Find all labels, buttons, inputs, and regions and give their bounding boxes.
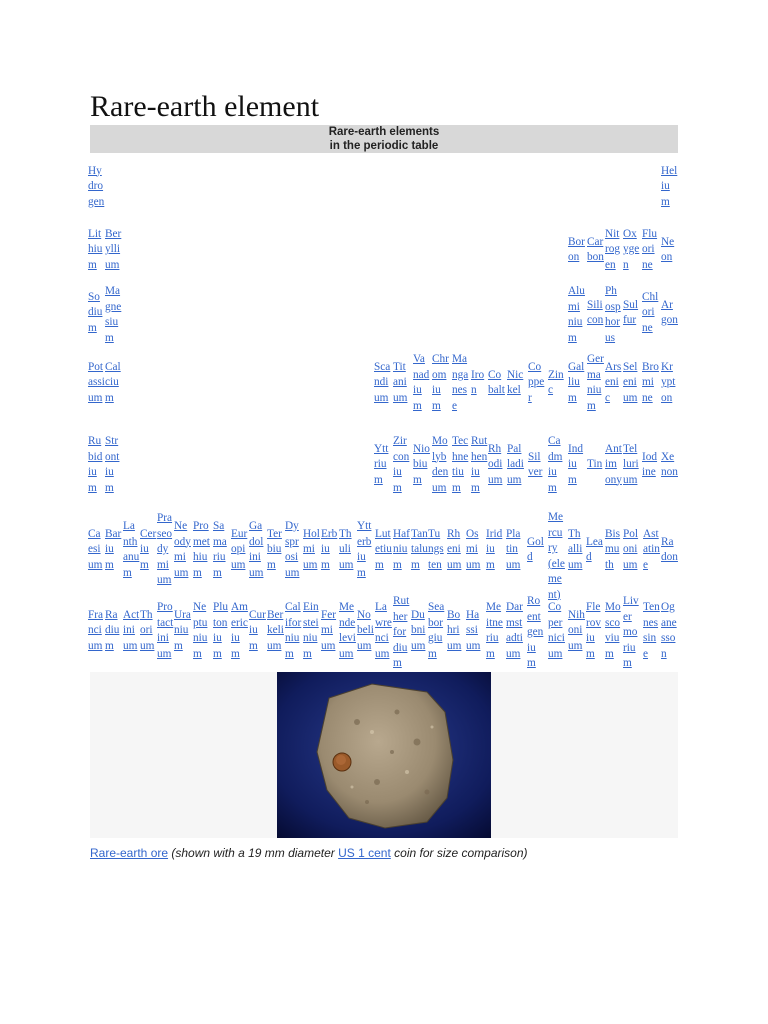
element-link[interactable]: Mendelevium bbox=[339, 601, 356, 660]
element-link[interactable]: Mercury (element) bbox=[548, 511, 565, 601]
element-link[interactable]: Holmium bbox=[303, 527, 320, 571]
element-link[interactable]: Hassium bbox=[466, 608, 481, 652]
element-link[interactable]: Einsteinium bbox=[303, 601, 319, 660]
element-link[interactable]: Berkelium bbox=[267, 608, 284, 652]
element-link[interactable]: Americium bbox=[231, 601, 248, 660]
element-link[interactable]: Terbium bbox=[267, 527, 282, 571]
element-link[interactable]: Sulfur bbox=[623, 298, 639, 326]
element-link[interactable]: Sodium bbox=[88, 290, 103, 334]
element-link[interactable]: Francium bbox=[88, 608, 104, 652]
element-link[interactable]: Carbon bbox=[587, 235, 604, 263]
element-link[interactable]: Tennessine bbox=[643, 601, 660, 660]
element-link[interactable]: Boron bbox=[568, 235, 585, 263]
element-link[interactable]: Iodine bbox=[642, 450, 658, 478]
element-link[interactable]: Praseodymium bbox=[157, 512, 173, 586]
element-link[interactable]: Moscovium bbox=[605, 601, 621, 660]
element-link[interactable]: Fluorine bbox=[642, 227, 658, 271]
element-link[interactable]: Lutetium bbox=[375, 527, 392, 571]
element-link[interactable]: Protactinium bbox=[157, 601, 174, 660]
element-link[interactable]: Tellurium bbox=[623, 442, 639, 486]
element-link[interactable]: Nobelium bbox=[357, 608, 374, 652]
infobox-header bbox=[90, 125, 678, 153]
element-link[interactable]: Rhenium bbox=[447, 527, 462, 571]
element-link[interactable]: Fermium bbox=[321, 608, 337, 652]
element-link[interactable]: Tungsten bbox=[428, 527, 444, 571]
element-link[interactable]: Oxygen bbox=[623, 227, 640, 271]
element-link[interactable]: Caesium bbox=[88, 527, 103, 571]
rare-earth-ore-link[interactable]: Rare-earth ore bbox=[90, 846, 169, 860]
element-link[interactable]: Curium bbox=[249, 608, 266, 652]
element-link[interactable]: Erbium bbox=[321, 527, 338, 571]
element-link[interactable]: Silver bbox=[528, 450, 543, 478]
element-link[interactable]: Gold bbox=[527, 535, 544, 563]
element-link[interactable]: Indium bbox=[568, 442, 584, 486]
element-link[interactable]: Aluminium bbox=[568, 285, 585, 344]
element-link[interactable]: Bohrium bbox=[447, 608, 462, 652]
element-link[interactable]: Flerovium bbox=[586, 601, 602, 660]
infobox-header-line2: in the periodic table bbox=[329, 140, 439, 152]
element-link[interactable]: Osmium bbox=[466, 527, 481, 571]
element-link[interactable]: Rubidium bbox=[88, 435, 103, 494]
element-link[interactable]: Phosphorus bbox=[605, 285, 621, 344]
rare-earth-ore-photo[interactable] bbox=[277, 672, 491, 838]
element-link[interactable]: Calcium bbox=[105, 360, 121, 404]
element-link[interactable]: Yttrium bbox=[374, 442, 389, 486]
element-link[interactable]: Argon bbox=[661, 298, 678, 326]
element-link[interactable]: Cobalt bbox=[488, 368, 505, 396]
element-link[interactable]: Bromine bbox=[642, 360, 659, 404]
element-link[interactable]: Scandium bbox=[374, 360, 391, 404]
element-link[interactable]: Plutonium bbox=[213, 601, 229, 660]
element-link[interactable]: Zirconium bbox=[393, 435, 410, 494]
element-link[interactable]: Iron bbox=[471, 368, 485, 396]
image-caption bbox=[90, 846, 690, 860]
element-link[interactable]: Iridium bbox=[486, 527, 503, 571]
element-link[interactable]: Bismuth bbox=[605, 527, 621, 571]
element-link[interactable]: Cadmium bbox=[548, 435, 563, 494]
infobox-header-line1: Rare-earth elements bbox=[328, 126, 440, 138]
element-link[interactable]: Samarium bbox=[213, 520, 227, 579]
element-link[interactable]: Zinc bbox=[548, 368, 564, 396]
element-link[interactable]: Beryllium bbox=[105, 227, 122, 271]
element-link[interactable]: Copernicium bbox=[548, 601, 565, 660]
element-link[interactable]: Nihonium bbox=[568, 608, 585, 652]
element-link[interactable]: Titanium bbox=[393, 360, 408, 404]
element-link[interactable]: Europium bbox=[231, 527, 248, 571]
element-link[interactable]: Barium bbox=[105, 527, 122, 571]
element-link[interactable]: Roentgenium bbox=[527, 595, 544, 669]
element-link[interactable]: Antimony bbox=[605, 442, 622, 486]
element-link[interactable]: Livermorium bbox=[623, 595, 639, 669]
element-link[interactable]: Thulium bbox=[339, 527, 354, 571]
element-link[interactable]: Neptunium bbox=[193, 601, 208, 660]
element-link[interactable]: Technetium bbox=[452, 435, 469, 494]
element-link[interactable]: Lithium bbox=[88, 227, 103, 271]
element-link[interactable]: Promethium bbox=[193, 520, 210, 579]
element-link[interactable]: Tin bbox=[587, 458, 603, 470]
element-link[interactable]: Lead bbox=[586, 535, 603, 563]
element-link[interactable]: Uranium bbox=[174, 608, 191, 652]
element-link[interactable]: Nickel bbox=[507, 368, 524, 396]
element-link[interactable]: Thorium bbox=[140, 608, 155, 652]
element-link[interactable]: Lawrencium bbox=[375, 601, 392, 660]
element-link[interactable]: Ytterbium bbox=[357, 520, 372, 579]
element-link[interactable]: Astatine bbox=[643, 527, 660, 571]
element-link[interactable]: Meitnerium bbox=[486, 601, 503, 660]
element-link[interactable]: Platinum bbox=[506, 527, 521, 571]
element-link[interactable]: Californium bbox=[285, 601, 302, 660]
page-title: Rare-earth element bbox=[90, 90, 320, 123]
element-link[interactable]: Radium bbox=[105, 608, 120, 652]
element-link[interactable]: Xenon bbox=[661, 450, 678, 478]
element-link[interactable]: Palladium bbox=[507, 442, 524, 486]
element-link[interactable]: Niobium bbox=[413, 442, 430, 486]
element-link[interactable]: Copper bbox=[528, 360, 545, 404]
caption-text-2: coin for size comparison) bbox=[390, 846, 528, 860]
element-link[interactable]: Chlorine bbox=[642, 290, 659, 334]
element-link[interactable]: Potassium bbox=[88, 360, 105, 404]
element-link[interactable]: Magnesium bbox=[105, 285, 122, 344]
element-link[interactable]: Hafnium bbox=[393, 527, 410, 571]
element-link[interactable]: Krypton bbox=[661, 360, 676, 404]
element-link[interactable]: Manganese bbox=[452, 353, 469, 412]
element-link[interactable]: Molybdenum bbox=[432, 435, 449, 494]
element-link[interactable]: Germanium bbox=[587, 353, 604, 412]
element-link[interactable]: Neodymium bbox=[174, 520, 191, 579]
element-link[interactable]: Hydrogen bbox=[88, 164, 105, 208]
element-link[interactable]: Dysprosium bbox=[285, 520, 300, 579]
element-link[interactable]: Nitrogen bbox=[605, 227, 621, 271]
element-link[interactable]: Silicon bbox=[587, 298, 604, 326]
element-link[interactable]: Actinium bbox=[123, 608, 140, 652]
element-link[interactable]: Darmstadtium bbox=[506, 601, 523, 660]
element-link[interactable]: Tantalum bbox=[411, 527, 428, 571]
element-link[interactable]: Selenium bbox=[623, 360, 638, 404]
element-link[interactable]: Helium bbox=[661, 164, 678, 208]
element-link[interactable]: Thallium bbox=[568, 527, 583, 571]
element-link[interactable]: Radon bbox=[661, 535, 678, 563]
element-link[interactable]: Rhodium bbox=[488, 442, 503, 486]
element-link[interactable]: Cerium bbox=[140, 527, 157, 571]
element-link[interactable]: Chromium bbox=[432, 353, 449, 412]
element-link[interactable]: Lanthanum bbox=[123, 520, 140, 579]
element-link[interactable]: Neon bbox=[661, 235, 675, 263]
element-link[interactable]: Seaborgium bbox=[428, 601, 445, 660]
us-1-cent-link[interactable]: US 1 cent bbox=[338, 846, 391, 860]
element-link[interactable]: Strontium bbox=[105, 435, 120, 494]
element-link[interactable]: Arsenic bbox=[605, 360, 622, 404]
element-link[interactable]: Polonium bbox=[623, 527, 639, 571]
element-link[interactable]: Gallium bbox=[568, 360, 585, 404]
element-link[interactable]: Oganesson bbox=[661, 601, 677, 660]
element-link[interactable]: Vanadium bbox=[413, 353, 430, 412]
caption-text-1: (shown with a 19 mm diameter bbox=[168, 846, 339, 860]
element-link[interactable]: Rutherfordium bbox=[393, 595, 410, 669]
element-link[interactable]: Ruthenium bbox=[471, 435, 488, 494]
element-link[interactable]: Gadolinium bbox=[249, 520, 264, 579]
element-link[interactable]: Dubnium bbox=[411, 608, 426, 652]
